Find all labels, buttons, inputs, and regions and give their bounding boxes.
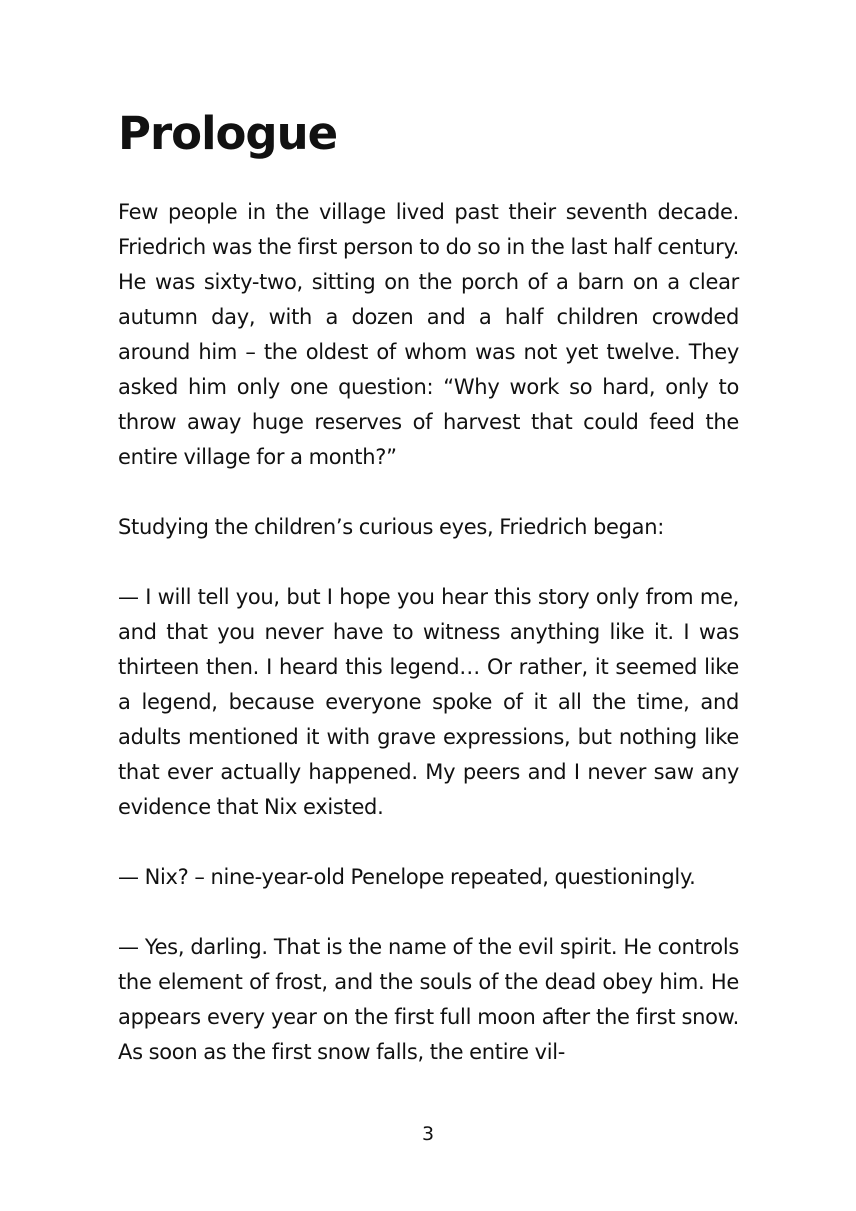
paragraph-friedrich-story: — I will tell you, but I hope you hear this story only from me, and that you never have to witness anything like it. I was thirteen then. I heard this legend… Or rather, it seemed like a legend, because everyone spoke of it all the time, and adults mentioned it with grave expressions, but nothing like that ever actually happened. My peers and I never saw any evidence that Nix existed. bbox=[118, 585, 739, 819]
body-text bbox=[118, 195, 739, 1105]
paragraph-intro: Few people in the village lived past their seventh decade. Friedrich was the first person to do so in the last half century. He was sixty-two, sitting on the porch of a barn on a clear autumn day, with a dozen and a half children crowded around him – the oldest of whom was not yet twelve. They asked him only one question: “Why work so hard, only to throw away huge reserves of harvest that could feed the entire village for a month?” bbox=[118, 200, 739, 469]
paragraph-nix-description: — Yes, darling. That is the name of the evil spirit. He controls the element of frost, and the souls of the dead obey him. He appears every year on the first full moon after the first snow. As soon as the first snow falls, the entire vil- bbox=[118, 935, 739, 1064]
paragraph-penelope-question: — Nix? – nine-year-old Penelope repeated, questioningly. bbox=[118, 865, 696, 889]
paragraph-studying: Studying the children’s curious eyes, Friedrich began: bbox=[118, 515, 665, 539]
chapter-title: Prologue bbox=[118, 107, 338, 160]
page-number: 3 bbox=[421, 1123, 435, 1145]
